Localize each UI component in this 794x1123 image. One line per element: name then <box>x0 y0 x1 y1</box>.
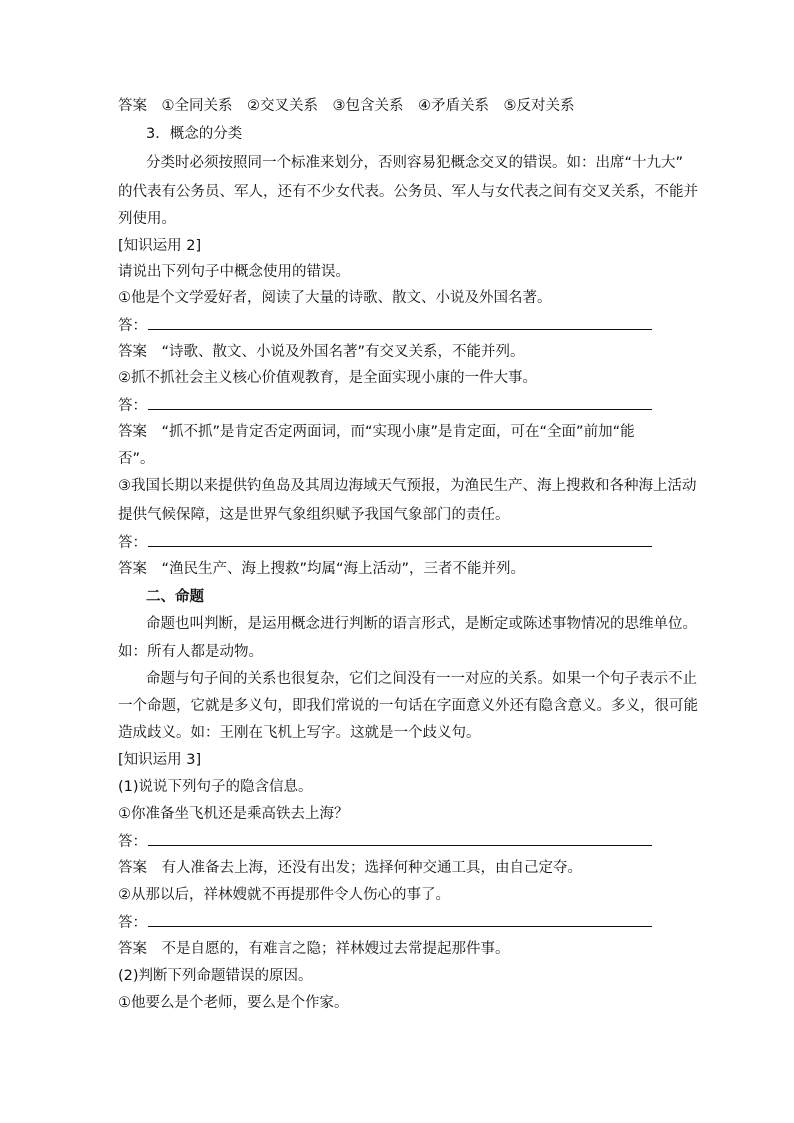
section-heading: 二、命题 <box>146 589 204 605</box>
knowledge-label: [知识运用 3] <box>118 752 202 768</box>
paragraph-line: 分类时必须按照同一个标准来划分，否则容易犯概念交叉的错误。如：出席“十九大” <box>146 155 684 171</box>
answer-blank <box>148 316 652 330</box>
paragraph-line: 命题也叫判断，是运用概念进行判断的语言形式，是断定或陈述事物情况的思维单位。 <box>146 616 697 632</box>
paragraph-line: 如：所有人都是动物。 <box>118 644 263 660</box>
paragraph-line: 的代表有公务员、军人，还有不少女代表。公务员、军人与女代表之间有交叉关系，不能并 <box>118 184 698 200</box>
answer-field <box>118 533 652 551</box>
answer-blank <box>148 832 652 846</box>
answer-label: 答： <box>118 535 147 551</box>
question-prompt: 请说出下列句子中概念使用的错误。 <box>118 264 350 280</box>
answer-blank <box>148 533 652 547</box>
answer-label: 答： <box>118 834 147 850</box>
answer-blank <box>148 396 652 410</box>
paragraph-line: 造成歧义。如：王刚在飞机上写字。这就是一个歧义句。 <box>118 725 481 741</box>
question-item: 提供气候保障，这是世界气象组织赋予我国气象部门的责任。 <box>118 507 510 523</box>
question-item: ②从那以后，祥林嫂就不再提那件令人伤心的事了。 <box>118 887 450 903</box>
question-item: ①他是个文学爱好者，阅读了大量的诗歌、散文、小说及外国名著。 <box>118 290 552 306</box>
question-prompt: (1)说说下列句子的隐含信息。 <box>118 779 313 795</box>
answer-line: 答案 不是自愿的，有难言之隐；祥林嫂过去常提起那件事。 <box>118 941 510 957</box>
answer-line: 答案 “诗歌、散文、小说及外国名著”有交叉关系，不能并列。 <box>118 344 525 360</box>
answer-field <box>118 396 652 414</box>
paragraph-line: 命题与句子间的关系也很复杂，它们之间没有一一对应的关系。如果一个句子表示不止 <box>146 671 697 687</box>
answer-line: 答案 “抓不抓”是肯定否定两面词，而“实现小康”是肯定面，可在“全面”前加“能 <box>118 424 635 440</box>
answer-field <box>118 832 652 850</box>
answer-field <box>118 913 652 931</box>
paragraph-line: 列使用。 <box>118 211 176 227</box>
question-item: ①他要么是个老师，要么是个作家。 <box>118 995 349 1011</box>
question-prompt: (2)判断下列命题错误的原因。 <box>118 968 313 984</box>
answer-label: 答： <box>118 398 147 414</box>
answer-line: 否”。 <box>118 451 155 467</box>
question-item: ②抓不抓社会主义核心价值观教育，是全面实现小康的一件大事。 <box>118 370 537 386</box>
answer-blank <box>148 913 652 927</box>
paragraph-line: 一个命题，它就是多义句，即我们常说的一句话在字面意义外还有隐含意义。多义，很可能 <box>118 698 698 714</box>
answer-line: 答案 ①全同关系 ②交叉关系 ③包含关系 ④矛盾关系 ⑤反对关系 <box>118 98 575 114</box>
answer-label: 答： <box>118 318 147 334</box>
knowledge-label: [知识运用 2] <box>118 238 202 254</box>
answer-field <box>118 316 652 334</box>
section-heading: 3．概念的分类 <box>146 126 243 142</box>
question-item: ③我国长期以来提供钓鱼岛及其周边海域天气预报，为渔民生产、海上搜救和各种海上活动 <box>118 478 697 494</box>
answer-line: 答案 有人准备去上海，还没有出发；选择何种交通工具，由自己定夺。 <box>118 860 582 876</box>
question-item: ①你准备坐飞机还是乘高铁去上海？ <box>118 806 349 822</box>
answer-label: 答： <box>118 915 147 931</box>
answer-line: 答案 “渔民生产、海上搜救”均属“海上活动”，三者不能并列。 <box>118 561 526 577</box>
